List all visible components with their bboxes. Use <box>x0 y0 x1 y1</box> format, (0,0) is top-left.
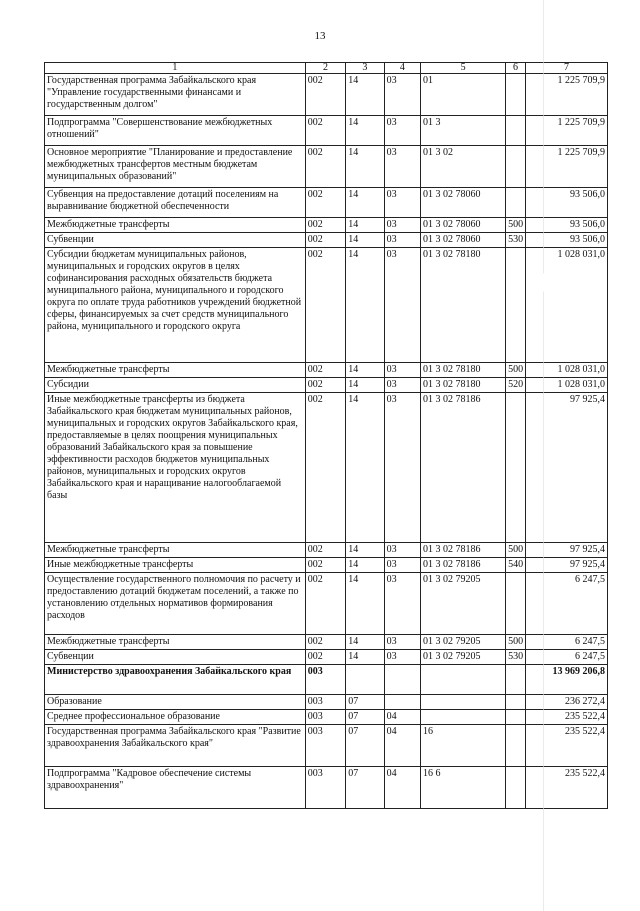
table-row <box>45 543 608 558</box>
column-header: 2 <box>305 63 346 74</box>
row-amount-cell: 97 925,4 <box>525 393 607 543</box>
table-row <box>45 218 608 233</box>
row-name-cell: Субсидии бюджетам муниципальных районов, муниципальных и городских округов в целях софинансирования расходных обязательств бюджета муниципального района, муниципального и городского округа по оплате труда работников учреждений бюджетной сферы, финансируемых за счет средств муниципального района, муниципального и городского округа <box>45 248 306 363</box>
row-code-cell: 002 <box>305 543 346 558</box>
row-code-cell <box>384 695 420 710</box>
row-code-cell: 03 <box>384 218 420 233</box>
budget-table <box>44 62 608 809</box>
row-amount-cell: 1 225 709,9 <box>525 116 607 146</box>
row-code-cell <box>420 710 505 725</box>
row-code-cell: 500 <box>506 543 526 558</box>
row-name-cell: Межбюджетные трансферты <box>45 363 306 378</box>
row-amount-cell: 235 522,4 <box>525 725 607 767</box>
row-code-cell: 03 <box>384 146 420 188</box>
row-code-cell <box>506 710 526 725</box>
row-amount-cell: 13 969 206,8 <box>525 665 607 695</box>
row-code-cell: 01 3 02 78186 <box>420 558 505 573</box>
row-code-cell: 01 3 02 78186 <box>420 543 505 558</box>
row-code-cell: 14 <box>346 558 384 573</box>
table-row <box>45 393 608 543</box>
row-code-cell: 01 3 02 79205 <box>420 635 505 650</box>
row-code-cell: 002 <box>305 393 346 543</box>
table-row <box>45 573 608 635</box>
row-amount-cell: 1 225 709,9 <box>525 74 607 116</box>
row-amount-cell: 236 272,4 <box>525 695 607 710</box>
row-code-cell: 14 <box>346 543 384 558</box>
row-code-cell <box>506 146 526 188</box>
row-code-cell: 03 <box>384 74 420 116</box>
row-code-cell: 14 <box>346 146 384 188</box>
row-code-cell: 14 <box>346 188 384 218</box>
row-code-cell <box>420 695 505 710</box>
row-code-cell: 002 <box>305 74 346 116</box>
table-row <box>45 146 608 188</box>
table-row <box>45 635 608 650</box>
row-code-cell: 500 <box>506 635 526 650</box>
row-amount-cell: 1 028 031,0 <box>525 378 607 393</box>
row-amount-cell: 6 247,5 <box>525 573 607 635</box>
row-code-cell: 01 3 <box>420 116 505 146</box>
row-code-cell <box>506 665 526 695</box>
row-code-cell: 07 <box>346 695 384 710</box>
row-code-cell: 002 <box>305 635 346 650</box>
row-code-cell: 03 <box>384 393 420 543</box>
row-code-cell: 01 3 02 78060 <box>420 233 505 248</box>
row-amount-cell: 1 028 031,0 <box>525 248 607 363</box>
row-code-cell: 01 3 02 79205 <box>420 650 505 665</box>
row-code-cell: 04 <box>384 710 420 725</box>
row-code-cell: 03 <box>384 650 420 665</box>
row-code-cell: 03 <box>384 248 420 363</box>
row-code-cell: 14 <box>346 573 384 635</box>
row-name-cell: Субвенции <box>45 650 306 665</box>
row-code-cell: 01 3 02 78180 <box>420 363 505 378</box>
column-header: 6 <box>506 63 526 74</box>
row-code-cell: 03 <box>384 188 420 218</box>
row-code-cell: 14 <box>346 233 384 248</box>
table-row <box>45 248 608 363</box>
row-code-cell: 16 6 <box>420 767 505 809</box>
column-header: 1 <box>45 63 306 74</box>
row-name-cell: Образование <box>45 695 306 710</box>
table-row <box>45 74 608 116</box>
row-code-cell: 500 <box>506 363 526 378</box>
row-code-cell: 530 <box>506 650 526 665</box>
row-name-cell: Иные межбюджетные трансферты <box>45 558 306 573</box>
row-code-cell: 002 <box>305 650 346 665</box>
row-name-cell: Основное мероприятие "Планирование и предоставление межбюджетных трансфертов местным бюджетам муниципальных образований" <box>45 146 306 188</box>
row-code-cell: 01 <box>420 74 505 116</box>
table-row <box>45 188 608 218</box>
row-code-cell: 14 <box>346 218 384 233</box>
row-code-cell: 01 3 02 78186 <box>420 393 505 543</box>
row-code-cell <box>506 725 526 767</box>
table-row <box>45 665 608 695</box>
row-code-cell: 002 <box>305 218 346 233</box>
row-code-cell: 002 <box>305 116 346 146</box>
row-amount-cell: 6 247,5 <box>525 635 607 650</box>
table-row <box>45 710 608 725</box>
row-code-cell: 14 <box>346 363 384 378</box>
row-code-cell: 003 <box>305 767 346 809</box>
row-code-cell: 04 <box>384 767 420 809</box>
row-amount-cell: 97 925,4 <box>525 558 607 573</box>
row-name-cell: Межбюджетные трансферты <box>45 218 306 233</box>
table-row <box>45 363 608 378</box>
table-row <box>45 558 608 573</box>
row-code-cell: 07 <box>346 767 384 809</box>
row-name-cell: Среднее профессиональное образование <box>45 710 306 725</box>
row-name-cell: Подпрограмма "Кадровое обеспечение системы здравоохранения" <box>45 767 306 809</box>
row-code-cell <box>506 248 526 363</box>
row-code-cell: 002 <box>305 248 346 363</box>
row-code-cell: 03 <box>384 558 420 573</box>
row-code-cell: 16 <box>420 725 505 767</box>
row-code-cell: 003 <box>305 665 346 695</box>
row-amount-cell: 93 506,0 <box>525 233 607 248</box>
row-amount-cell: 93 506,0 <box>525 218 607 233</box>
row-code-cell <box>346 665 384 695</box>
row-amount-cell: 235 522,4 <box>525 710 607 725</box>
page-number: 13 <box>314 30 326 42</box>
scan-artifact-line <box>543 0 544 911</box>
row-code-cell: 03 <box>384 233 420 248</box>
table-row <box>45 233 608 248</box>
row-code-cell <box>506 767 526 809</box>
row-code-cell: 14 <box>346 74 384 116</box>
table-body <box>45 74 608 809</box>
row-code-cell: 14 <box>346 650 384 665</box>
row-code-cell: 002 <box>305 146 346 188</box>
row-code-cell: 01 3 02 79205 <box>420 573 505 635</box>
row-amount-cell: 1 028 031,0 <box>525 363 607 378</box>
column-header: 7 <box>525 63 607 74</box>
table-row <box>45 725 608 767</box>
row-name-cell: Субсидии <box>45 378 306 393</box>
row-name-cell: Осуществление государственного полномочия по расчету и предоставлению дотаций бюджетам поселений, а также по установлению отдельных нормативов формирования расходов <box>45 573 306 635</box>
row-name-cell: Иные межбюджетные трансферты из бюджета Забайкальского края бюджетам муниципальных районов, муниципальных и городских округов Забайкальского края, предоставляемые в целях поощрения муниципальных образований Забайкальского края за повышение эффективности расходов бюджетов муниципальных районов, муниципальных и городских округов Забайкальского края и наращивание налогооблагаемой базы <box>45 393 306 543</box>
row-name-cell: Министерство здравоохранения Забайкальского края <box>45 665 306 695</box>
column-header: 5 <box>420 63 505 74</box>
table-row <box>45 767 608 809</box>
row-code-cell: 01 3 02 <box>420 146 505 188</box>
row-name-cell: Подпрограмма "Совершенствование межбюджетных отношений" <box>45 116 306 146</box>
row-code-cell <box>506 393 526 543</box>
row-code-cell: 03 <box>384 635 420 650</box>
row-code-cell: 03 <box>384 573 420 635</box>
row-code-cell: 540 <box>506 558 526 573</box>
row-code-cell: 03 <box>384 543 420 558</box>
row-amount-cell: 6 247,5 <box>525 650 607 665</box>
row-code-cell <box>506 573 526 635</box>
row-code-cell: 530 <box>506 233 526 248</box>
row-code-cell: 002 <box>305 188 346 218</box>
row-name-cell: Субвенции <box>45 233 306 248</box>
row-code-cell: 500 <box>506 218 526 233</box>
row-code-cell: 01 3 02 78060 <box>420 218 505 233</box>
row-code-cell: 03 <box>384 363 420 378</box>
row-amount-cell: 1 225 709,9 <box>525 146 607 188</box>
row-code-cell: 520 <box>506 378 526 393</box>
row-code-cell: 07 <box>346 725 384 767</box>
row-code-cell: 14 <box>346 378 384 393</box>
row-amount-cell: 97 925,4 <box>525 543 607 558</box>
table-row <box>45 695 608 710</box>
table-row <box>45 116 608 146</box>
row-code-cell: 003 <box>305 710 346 725</box>
table-row <box>45 378 608 393</box>
row-code-cell <box>506 188 526 218</box>
row-name-cell: Субвенция на предоставление дотаций поселениям на выравнивание бюджетной обеспеченности <box>45 188 306 218</box>
row-code-cell: 01 3 02 78180 <box>420 378 505 393</box>
row-code-cell: 002 <box>305 573 346 635</box>
row-code-cell <box>506 74 526 116</box>
table-header-row <box>45 63 608 74</box>
row-code-cell: 002 <box>305 558 346 573</box>
row-code-cell: 04 <box>384 725 420 767</box>
row-code-cell: 14 <box>346 635 384 650</box>
row-code-cell: 002 <box>305 363 346 378</box>
row-code-cell: 003 <box>305 695 346 710</box>
row-code-cell: 03 <box>384 378 420 393</box>
row-name-cell: Государственная программа Забайкальского края "Управление государственными финансами и государственным долгом" <box>45 74 306 116</box>
row-code-cell: 03 <box>384 116 420 146</box>
row-code-cell: 01 3 02 78180 <box>420 248 505 363</box>
row-amount-cell: 93 506,0 <box>525 188 607 218</box>
row-code-cell <box>506 695 526 710</box>
row-code-cell <box>384 665 420 695</box>
column-header: 3 <box>346 63 384 74</box>
row-amount-cell: 235 522,4 <box>525 767 607 809</box>
row-code-cell: 002 <box>305 233 346 248</box>
row-code-cell: 01 3 02 78060 <box>420 188 505 218</box>
row-code-cell <box>420 665 505 695</box>
row-code-cell: 14 <box>346 116 384 146</box>
row-code-cell: 002 <box>305 378 346 393</box>
table-row <box>45 650 608 665</box>
row-code-cell: 14 <box>346 248 384 363</box>
row-name-cell: Межбюджетные трансферты <box>45 635 306 650</box>
row-code-cell <box>506 116 526 146</box>
row-name-cell: Межбюджетные трансферты <box>45 543 306 558</box>
row-code-cell: 14 <box>346 393 384 543</box>
row-code-cell: 07 <box>346 710 384 725</box>
row-name-cell: Государственная программа Забайкальского края "Развитие здравоохранения Забайкальского края" <box>45 725 306 767</box>
column-header: 4 <box>384 63 420 74</box>
row-code-cell: 003 <box>305 725 346 767</box>
